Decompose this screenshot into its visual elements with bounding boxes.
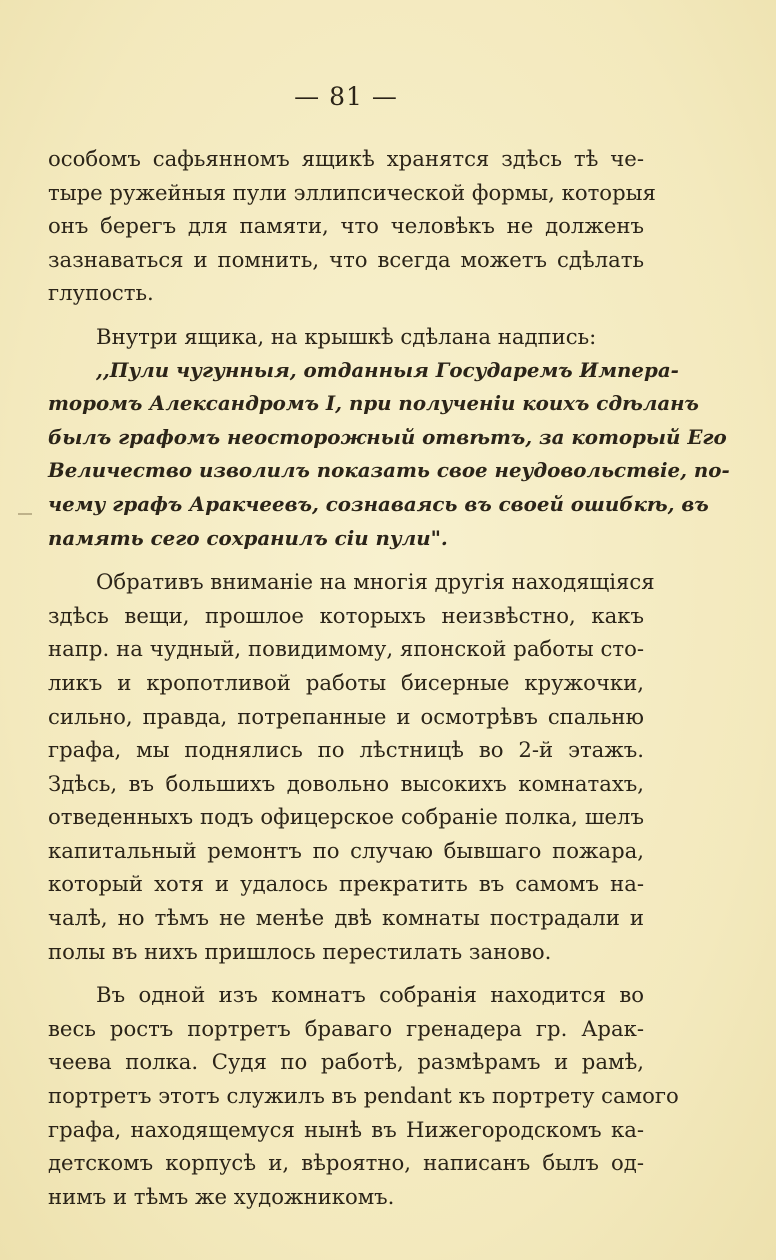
paragraph-5	[48, 978, 679, 1213]
paragraph-2	[48, 320, 644, 354]
text-line: портретъ этотъ служилъ въ pendant къ портрету самого	[48, 1083, 679, 1109]
text-line: ликъ и кропотливой работы бисерные кружочки,	[48, 669, 644, 695]
text-line: онъ берегъ для памяти, что человѣкъ не долженъ	[48, 213, 644, 239]
text-line: отведенныхъ подъ офицерское собраніе полка, шелъ	[48, 804, 644, 830]
paragraph-4	[48, 565, 655, 968]
text-line: Обративъ вниманіе на многія другія находящіяся	[96, 569, 655, 595]
text-line: здѣсь вещи, прошлое которыхъ неизвѣстно, какъ	[48, 602, 644, 628]
quote-line: торомъ Александромъ I, при полученіи коихъ сдѣланъ	[48, 391, 699, 416]
text-line: сильно, правда, потрепанные и осмотрѣвъ спальню	[48, 703, 644, 729]
text-line: детскомъ корпусѣ и, вѣроятно, написанъ былъ од-	[48, 1150, 644, 1176]
paragraph-1	[48, 142, 656, 310]
page-text	[48, 142, 730, 1213]
text-line: полы въ нихъ пришлось перестилать заново.	[48, 938, 552, 964]
quote-line: Величество изволилъ показать свое неудовольствіе, по-	[48, 458, 730, 483]
text-line: Внутри ящика, на крышкѣ сдѣлана надпись:	[96, 323, 597, 349]
page-number: — 81 —	[294, 82, 398, 111]
text-line: особомъ сафьянномъ ящикѣ хранятся здѣсь тѣ че-	[48, 146, 644, 171]
text-line: тыре ружейныя пули эллипсической формы, которыя	[48, 179, 656, 205]
text-line: нимъ и тѣмъ же художникомъ.	[48, 1183, 395, 1209]
text-line: зазнаваться и помнить, что всегда можетъ сдѣлать	[48, 246, 644, 272]
inscription-quote	[48, 354, 730, 556]
book-page	[48, 70, 730, 1213]
text-line: который хотя и удалось прекратить въ самомъ на-	[48, 871, 644, 897]
text-line: графа, мы поднялись по лѣстницѣ во 2-й этажъ.	[48, 737, 644, 763]
text-line: чалѣ, но тѣмъ не менѣе двѣ комнаты пострадали и	[48, 905, 644, 931]
text-line: графа, находящемуся нынѣ въ Нижегородскомъ ка-	[48, 1116, 644, 1142]
text-line: глупость.	[48, 280, 154, 306]
quote-line: чему графъ Аракчеевъ, сознаваясь въ своей ошибкѣ, въ	[48, 491, 709, 516]
quote-line: ,,Пули чугунныя, отданныя Государемъ Импера-	[96, 357, 679, 382]
text-line: напр. на чудный, повидимому, японской работы сто-	[48, 636, 644, 662]
text-line: Въ одной изъ комнатъ собранія находится во	[96, 982, 644, 1008]
margin-mark	[18, 513, 32, 515]
text-line: капитальный ремонтъ по случаю бывшаго пожара,	[48, 837, 644, 863]
text-line: Здѣсь, въ большихъ довольно высокихъ комнатахъ,	[48, 770, 644, 796]
quote-line: память сего сохранилъ сіи пули".	[48, 525, 448, 550]
text-line: весь ростъ портретъ браваго гренадера гр. Арак-	[48, 1015, 644, 1041]
quote-line: былъ графомъ неосторожный отвѣтъ, за который Его	[48, 424, 727, 449]
text-line: чеева полка. Судя по работѣ, размѣрамъ и рамѣ,	[48, 1049, 644, 1075]
